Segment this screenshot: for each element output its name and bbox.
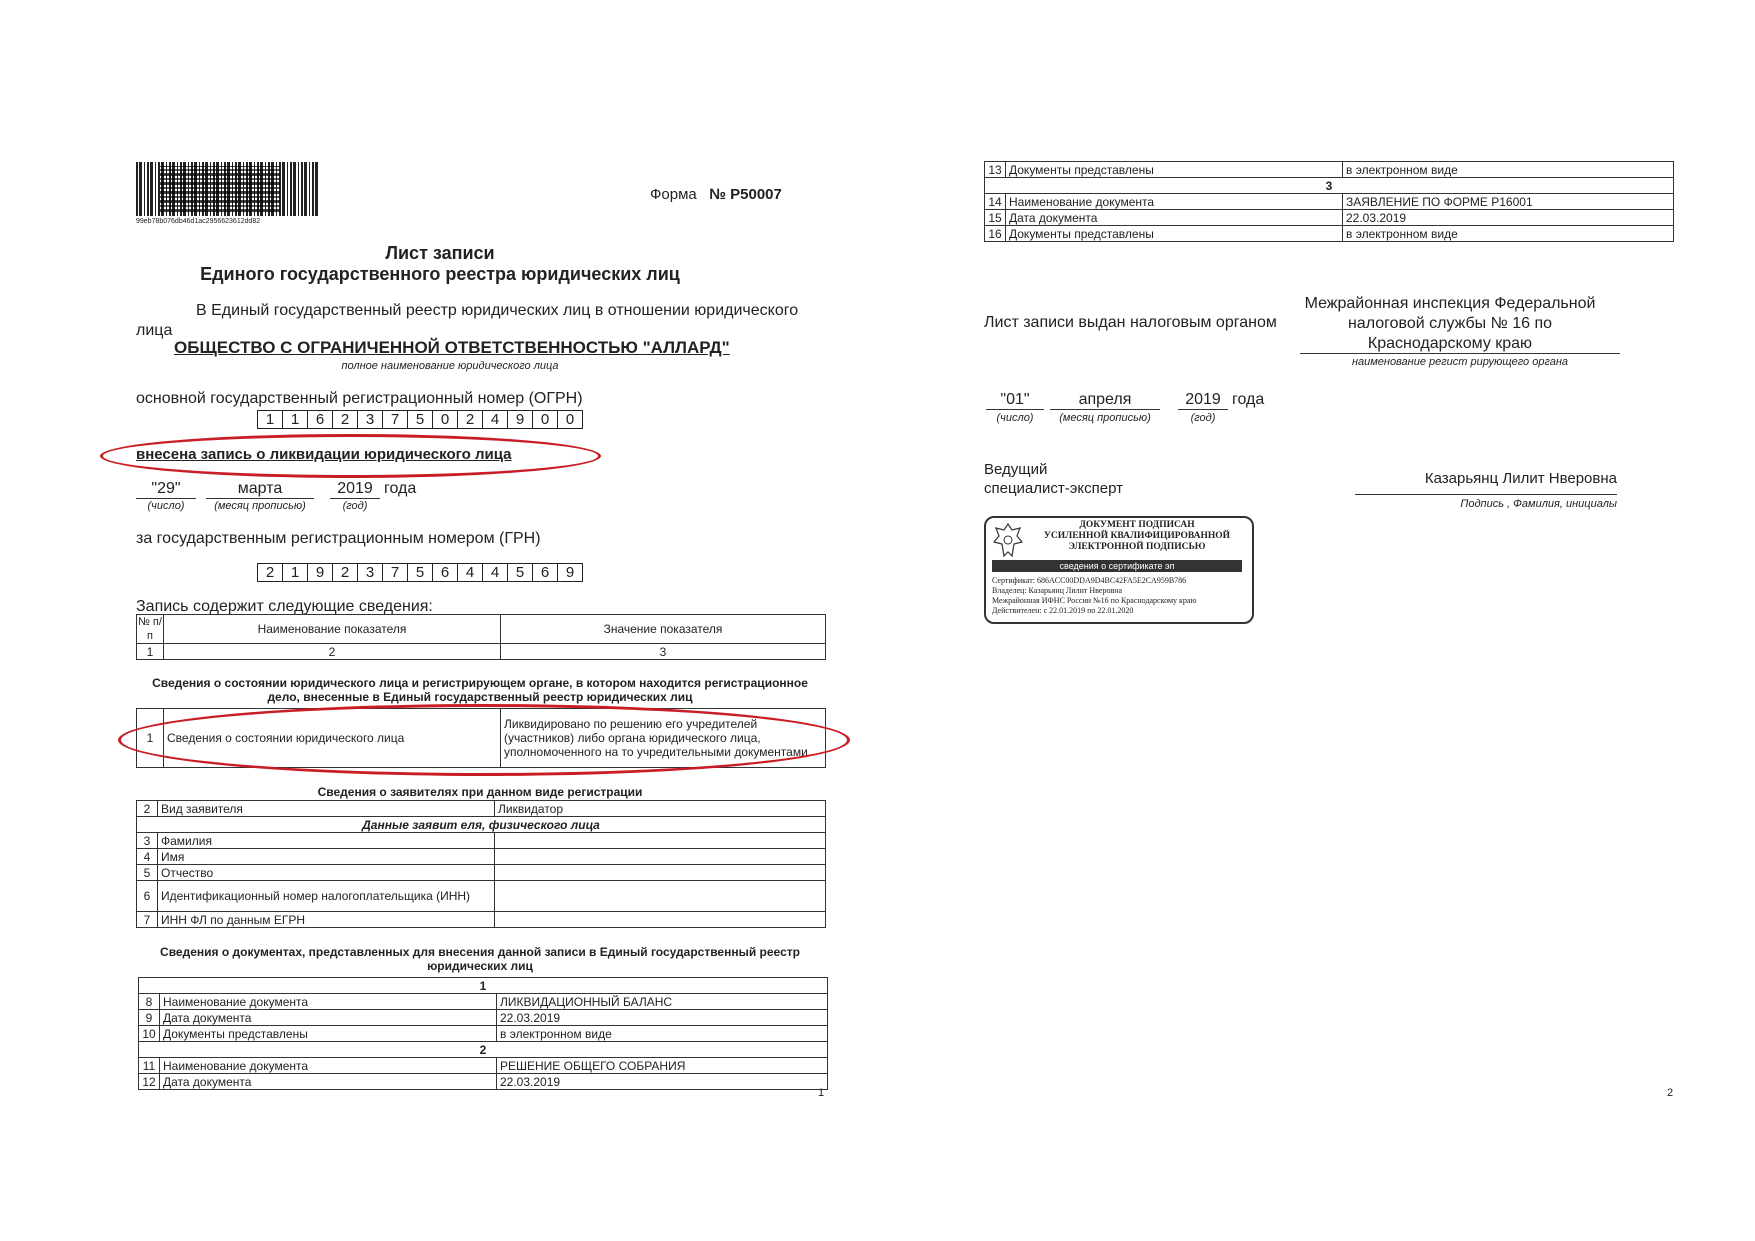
intro-text-2: лица <box>136 322 173 339</box>
caption-month: (месяц прописью) <box>1059 412 1151 424</box>
row-name: Документы представлены <box>160 1026 497 1042</box>
date-year-suffix: года <box>1232 391 1265 408</box>
page-subtitle: Единого государственного реестра юридических лиц <box>200 264 680 284</box>
row-name: Наименование документа <box>160 994 497 1010</box>
issued-label: Лист записи выдан налоговым органом <box>984 314 1277 331</box>
emblem-icon <box>992 522 1024 560</box>
row-name: Дата документа <box>1006 210 1343 226</box>
highlight-ellipse <box>100 434 601 478</box>
contains-label: Запись содержит следующие сведения: <box>136 598 433 615</box>
date-month: апреля <box>1050 391 1160 410</box>
caption-day: (число) <box>147 500 185 512</box>
stamp-org: Межрайонная ИФНС России №16 по Краснодарскому краю <box>992 596 1197 605</box>
grn-digit: 7 <box>382 563 408 582</box>
row-value: в электронном виде <box>1343 226 1674 242</box>
row-value: ЛИКВИДАЦИОННЫЙ БАЛАНС <box>497 994 828 1010</box>
row-name: ИНН ФЛ по данным ЕГРН <box>158 912 495 928</box>
page-title: Лист записи <box>385 243 495 263</box>
caption-month: (месяц прописью) <box>214 500 306 512</box>
row-number: 15 <box>985 210 1006 226</box>
form-number: № Р50007 <box>709 186 782 203</box>
row-value: в электронном виде <box>1343 162 1674 178</box>
section-title-documents: Сведения о документах, представленных для внесения данной записи в Единый государственный реестр юридических лиц <box>160 945 800 973</box>
caption-year: (год) <box>1190 412 1216 424</box>
row-number: 11 <box>139 1058 160 1074</box>
ogrn-digit: 1 <box>282 410 308 429</box>
caption-day: (число) <box>996 412 1034 424</box>
date-month: марта <box>206 480 314 499</box>
authority-caption: наименование регист рирующего органа <box>1351 356 1569 368</box>
stamp-bar: сведения о сертификате эп <box>992 560 1242 572</box>
row-number: 9 <box>139 1010 160 1026</box>
ogrn-number <box>258 410 583 429</box>
authority-underline <box>1300 353 1620 354</box>
sub-header: Данные заявит еля, физического лица <box>137 817 826 833</box>
grn-digit: 6 <box>432 563 458 582</box>
signer-caption: Подпись , Фамилия, инициалы <box>1460 498 1617 510</box>
row-number: 5 <box>137 865 158 881</box>
ogrn-digit: 0 <box>532 410 558 429</box>
date-year-suffix: года <box>384 480 417 497</box>
ogrn-digit: 5 <box>407 410 433 429</box>
row-number: 1 <box>137 709 164 768</box>
row-name: Документы представлены <box>1006 226 1343 242</box>
ogrn-label: основной государственный регистрационный номер (ОГРН) <box>136 390 583 407</box>
caption-year: (год) <box>342 500 368 512</box>
row-value: 22.03.2019 <box>497 1074 828 1090</box>
col-num: 2 <box>164 644 501 660</box>
col-num: 3 <box>501 644 826 660</box>
row-name: Вид заявителя <box>158 801 495 817</box>
row-name: Отчество <box>158 865 495 881</box>
row-value <box>495 881 826 912</box>
row-value: РЕШЕНИЕ ОБЩЕГО СОБРАНИЯ <box>497 1058 828 1074</box>
row-value <box>495 865 826 881</box>
stamp-details <box>992 576 1247 616</box>
ogrn-digit: 2 <box>457 410 483 429</box>
position-line: Ведущий <box>984 461 1048 478</box>
row-number: 12 <box>139 1074 160 1090</box>
ogrn-digit: 4 <box>482 410 508 429</box>
signer-name: Казарьянц Лилит Нверовна <box>1424 470 1617 487</box>
ogrn-digit: 7 <box>382 410 408 429</box>
e-signature-stamp <box>984 516 1254 624</box>
documents-table <box>138 977 828 1090</box>
grn-digit: 6 <box>532 563 558 582</box>
row-number: 10 <box>139 1026 160 1042</box>
page-number: 2 <box>1667 1087 1674 1099</box>
form-label: Форма № Р50007 <box>650 186 782 203</box>
row-number: 14 <box>985 194 1006 210</box>
ogrn-digit: 6 <box>307 410 333 429</box>
company-caption: полное наименование юридического лица <box>341 360 559 372</box>
grn-digit: 4 <box>482 563 508 582</box>
row-name: Идентификационный номер налогоплательщика (ИНН) <box>158 881 495 912</box>
stamp-line: ЭЛЕКТРОННОЙ ПОДПИСЬЮ <box>1068 542 1206 552</box>
grn-digit: 1 <box>282 563 308 582</box>
row-number: 8 <box>139 994 160 1010</box>
row-value: 22.03.2019 <box>497 1010 828 1026</box>
row-value: Ликвидатор <box>495 801 826 817</box>
col-name: Наименование показателя <box>164 615 501 644</box>
doc-group: 1 <box>139 978 828 994</box>
page-number: 1 <box>818 1087 825 1099</box>
grn-digit: 9 <box>557 563 583 582</box>
row-number: 4 <box>137 849 158 865</box>
grn-digit: 2 <box>332 563 358 582</box>
ogrn-digit: 2 <box>332 410 358 429</box>
grn-digit: 5 <box>407 563 433 582</box>
row-name: Имя <box>158 849 495 865</box>
position-line: специалист-эксперт <box>984 480 1124 497</box>
row-number: 6 <box>137 881 158 912</box>
grn-number <box>258 563 583 582</box>
row-number: 13 <box>985 162 1006 178</box>
authority-line: Краснодарскому краю <box>1367 335 1533 352</box>
ogrn-digit: 0 <box>432 410 458 429</box>
ogrn-digit: 0 <box>557 410 583 429</box>
stamp-valid: Действителен: с 22.01.2019 по 22.01.2020 <box>992 606 1134 615</box>
row-name: Наименование документа <box>1006 194 1343 210</box>
header-table <box>136 614 826 660</box>
col-value: Значение показателя <box>501 615 826 644</box>
barcode-text: 99eb78b076db46d1ac2956623612dd82 <box>136 218 261 225</box>
signature-line <box>1355 494 1617 495</box>
row-value: в электронном виде <box>497 1026 828 1042</box>
grn-digit: 4 <box>457 563 483 582</box>
section-title-state: Сведения о состоянии юридического лица и регистрирующем органе, в котором находится регистрационное дело, внесенные в Единый государственный реестр юридических лиц <box>152 676 808 704</box>
doc-group: 2 <box>139 1042 828 1058</box>
col-no: № п/п <box>138 616 162 642</box>
stamp-line: ДОКУМЕНТ ПОДПИСАН <box>1079 520 1195 530</box>
grn-digit: 5 <box>507 563 533 582</box>
ogrn-digit: 3 <box>357 410 383 429</box>
row-name: Документы представлены <box>1006 162 1343 178</box>
issuing-authority <box>1290 294 1610 354</box>
ogrn-digit: 9 <box>507 410 533 429</box>
row-name: Фамилия <box>158 833 495 849</box>
documents-table-continued <box>984 161 1674 242</box>
row-name: Сведения о состоянии юридического лица <box>164 709 501 768</box>
section-title-applicants: Сведения о заявителях при данном виде регистрации <box>317 785 643 799</box>
date-year: 2019 <box>1178 391 1228 410</box>
row-number: 2 <box>137 801 158 817</box>
row-name: Дата документа <box>160 1074 497 1090</box>
grn-digit: 9 <box>307 563 333 582</box>
ogrn-digit: 1 <box>257 410 283 429</box>
doc-group: 3 <box>985 178 1674 194</box>
date-year: 2019 <box>330 480 380 499</box>
row-name: Наименование документа <box>160 1058 497 1074</box>
company-name: ОБЩЕСТВО С ОГРАНИЧЕННОЙ ОТВЕТСТВЕННОСТЬЮ "АЛЛАРД" <box>174 338 730 357</box>
stamp-line: УСИЛЕННОЙ КВАЛИФИЦИРОВАННОЙ <box>1043 531 1231 541</box>
authority-line: налоговой службы № 16 по <box>1347 315 1553 332</box>
row-number: 16 <box>985 226 1006 242</box>
date-day: "01" <box>986 391 1044 410</box>
stamp-title <box>1026 520 1248 553</box>
row-value: Ликвидировано по решению его учредителей (участников) либо органа юридического лица, уполномоченного на то учредительными документами <box>501 709 826 768</box>
date-day: "29" <box>136 480 196 499</box>
grn-digit: 3 <box>357 563 383 582</box>
highlight-ellipse <box>118 704 850 776</box>
row-name: Дата документа <box>160 1010 497 1026</box>
signer-position <box>984 460 1123 498</box>
row-number: 7 <box>137 912 158 928</box>
row-value <box>495 833 826 849</box>
grn-digit: 2 <box>257 563 283 582</box>
entry-text: внесена запись о ликвидации юридического лица <box>136 446 512 463</box>
stamp-owner: Владелец: Казарьянц Лилит Нверовна <box>992 586 1123 595</box>
row-number: 3 <box>137 833 158 849</box>
authority-line: Межрайонная инспекция Федеральной <box>1304 295 1596 312</box>
col-num: 1 <box>137 644 164 660</box>
intro-text: В Единый государственный реестр юридических лиц в отношении юридического <box>196 302 799 319</box>
row-value: 22.03.2019 <box>1343 210 1674 226</box>
applicant-table <box>136 800 826 928</box>
row-value <box>495 912 826 928</box>
stamp-cert: Сертификат: 686ACC00DDA9D4BC42FA5E2CA959B786 <box>992 576 1187 585</box>
barcode-matrix <box>160 166 280 212</box>
grn-label: за государственным регистрационным номером (ГРН) <box>136 530 541 547</box>
row-value: ЗАЯВЛЕНИЕ ПО ФОРМЕ Р16001 <box>1343 194 1674 210</box>
row-value <box>495 849 826 865</box>
